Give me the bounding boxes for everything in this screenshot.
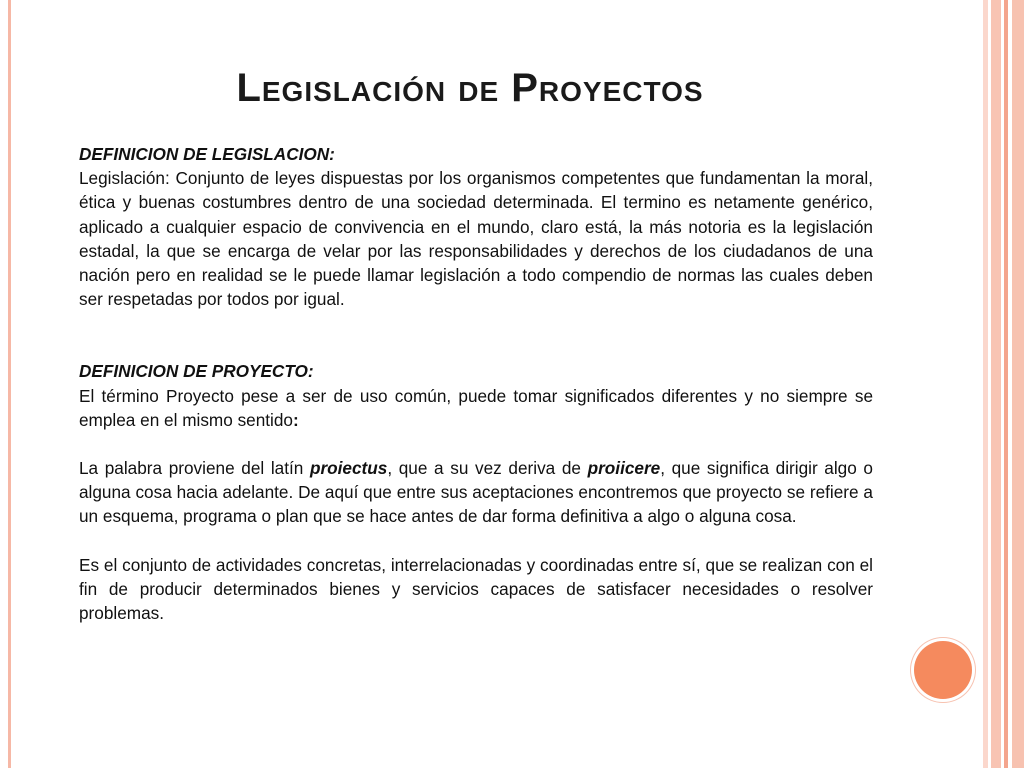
paragraph-legislacion: Legislación: Conjunto de leyes dispuestas por los organismos competentes que fundamentan la moral, ética y buenas costumbres dentro de una sociedad determinada. El termino es netamente genérico, aplicado a cualquier espacio de convivencia en el mundo, claro está, la más notoria es la legislación estadal, la que se encarga de velar por las responsabilidades y derechos de los ciudadanos de una nación pero en realidad se le puede llamar legislación a todo compendio de normas las cuales deben ser respetadas por todos por igual. (79, 168, 873, 310)
slide-title: Legislación de Proyectos (236, 66, 704, 110)
slide-content (79, 142, 873, 625)
stripe (983, 0, 988, 768)
decorative-circle-icon (914, 641, 972, 699)
latin-term-proiectus: proiectus (309, 458, 388, 479)
latin-term-proiicere: proiicere (587, 458, 661, 479)
spacer (79, 311, 873, 359)
section-heading-proyecto: DEFINICION DE PROYECTO: (79, 361, 314, 382)
section-heading-legislacion: DEFINICION DE LEGISLACION: (79, 144, 335, 164)
intro-colon: : (293, 409, 299, 430)
left-border-line (8, 0, 11, 768)
paragraph-proyecto-intro (79, 384, 873, 432)
paragraph-etimologia (79, 456, 873, 529)
right-decorative-stripes (976, 0, 1024, 768)
intro-text: El término Proyecto pese a ser de uso común, puede tomar significados diferentes y no siempre se emplea en el mismo sentido (79, 385, 873, 430)
etimologia-text-2: , que a su vez deriva de (387, 458, 588, 479)
stripe (991, 0, 1001, 768)
stripe (1004, 0, 1008, 768)
spacer (79, 529, 873, 553)
stripe (1012, 0, 1024, 768)
etimologia-text-1: La palabra proviene del latín (79, 458, 310, 479)
etimologia-text-3: , que significa dirigir algo o alguna cosa hacia adelante. De aquí que entre sus aceptaciones encontremos que proyecto se refiere a un esquema, programa o plan que se hace antes de dar forma definitiva a algo o alguna cosa. (79, 458, 873, 527)
paragraph-conjunto: Es el conjunto de actividades concretas, interrelacionadas y coordinadas entre sí, que se realizan con el fin de producir determinados bienes y servicios capaces de satisfacer necesidades o resolver problemas. (79, 554, 873, 624)
spacer (79, 432, 873, 456)
